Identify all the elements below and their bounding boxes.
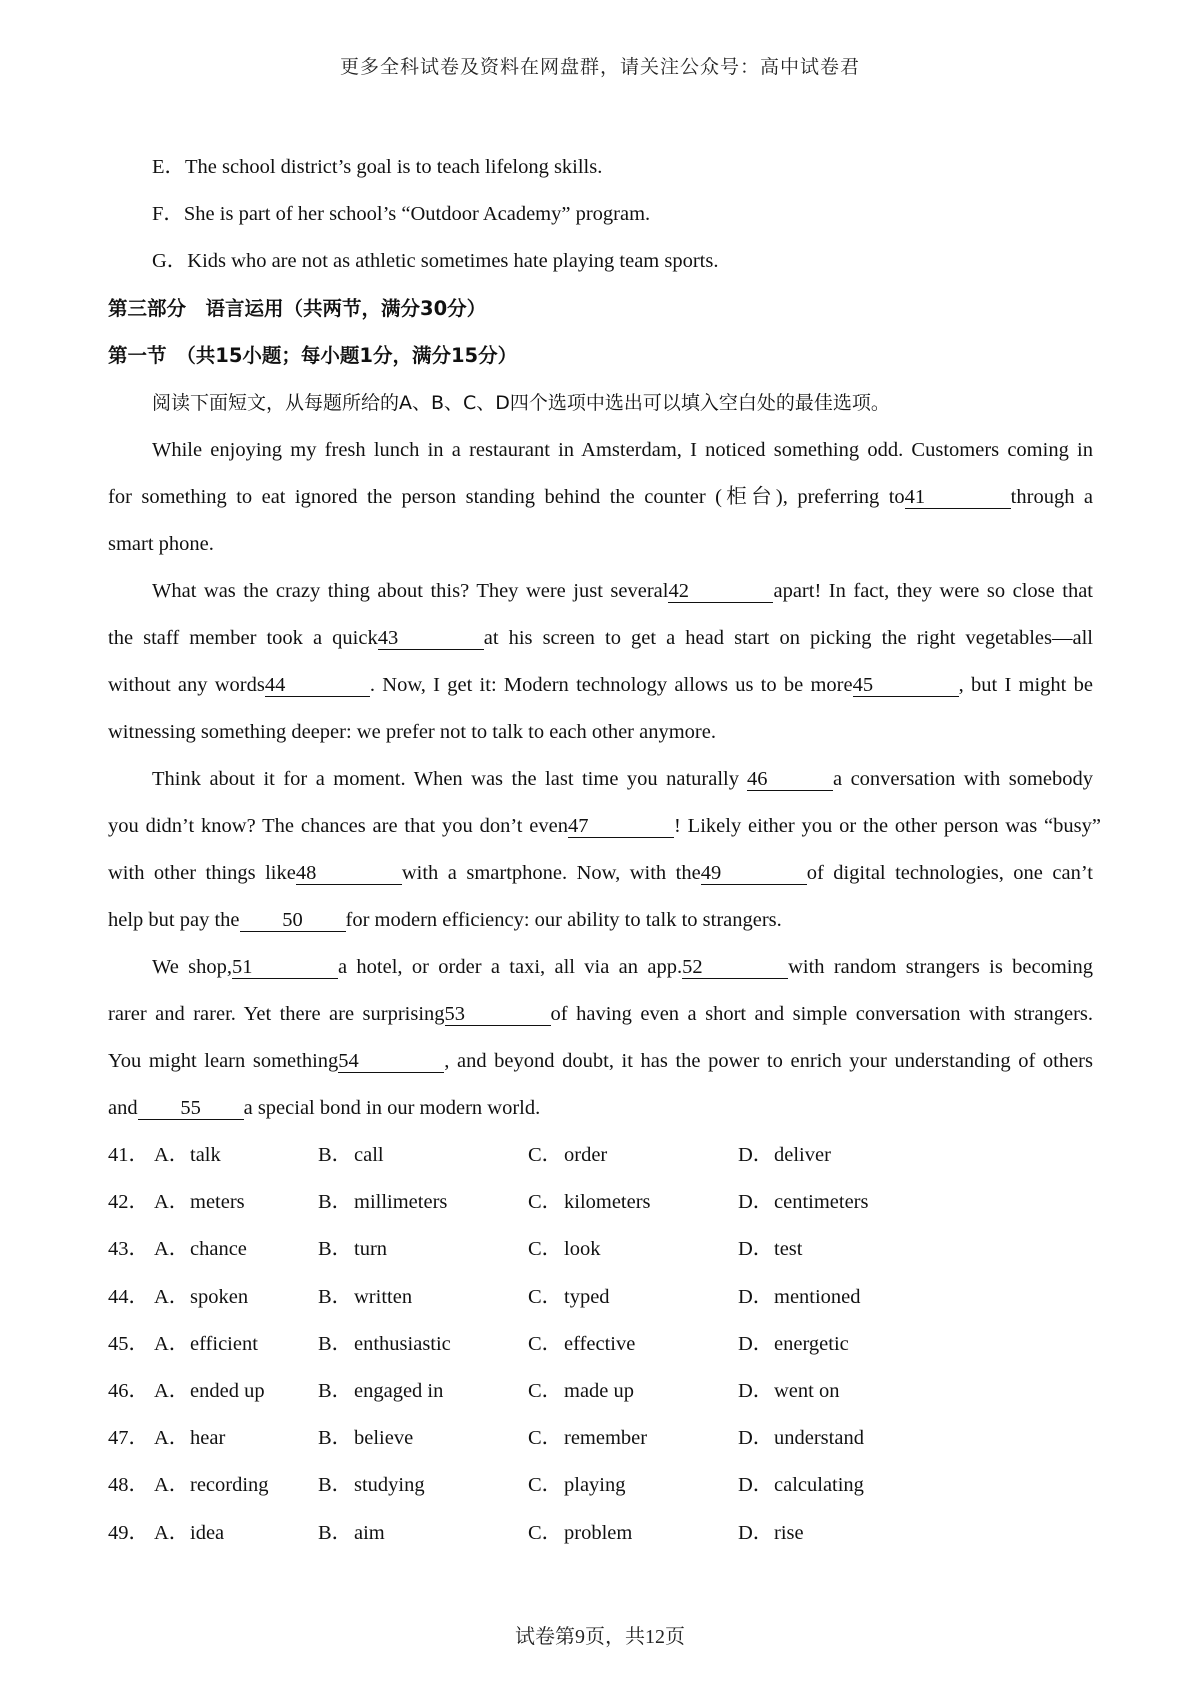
option-c[interactable] [528,1425,647,1451]
option-text: problem [564,1521,633,1544]
passage-p1-line2: for something to eat ignored the person standing behind the counter (柜台), preferring to41 through a [108,486,1093,508]
option-b[interactable] [318,1378,443,1404]
option-c[interactable] [528,1331,635,1357]
option-c[interactable] [528,1520,632,1546]
passage-p3-line4: help but pay the 50 for modern efficiency: our ability to talk to strangers. [108,909,782,931]
page-header: 更多全科试卷及资料在网盘群，请关注公众号：高中试卷君 [339,57,860,78]
option-letter: A． [154,1521,190,1544]
passage-p1-line3: smart phone. [108,533,214,555]
option-text: calculating [774,1474,864,1497]
option-text: went on [774,1380,840,1402]
blank-48: 48 [296,862,402,885]
question-number: 48． [108,1474,149,1497]
option-e: E．The school district’s goal is to teach lifelong skills. [152,156,603,178]
option-text: energetic [774,1332,849,1355]
question-number: 45． [108,1332,149,1355]
option-f: F．She is part of her school’s “Outdoor Academy” program. [152,203,651,225]
option-letter: C． [528,1427,563,1450]
option-c[interactable] [528,1378,634,1404]
passage-p2-line1: What was the crazy thing about this? They were just several42 apart! In fact, they were so close that [152,580,1094,602]
option-text: engaged in [354,1380,444,1402]
option-text: centimeters [774,1191,869,1214]
option-text: made up [564,1380,635,1402]
option-text: recording [190,1474,269,1497]
option-b[interactable] [318,1331,451,1357]
option-d[interactable] [738,1189,868,1215]
option-text: understand [774,1427,864,1450]
option-text: playing [564,1474,626,1497]
option-text: idea [190,1521,225,1544]
passage-p4-line1: We shop,51 a hotel, or order a taxi, all via an app.52 with random strangers is becoming [152,956,1093,978]
option-text: studying [354,1474,425,1497]
option-letter: B． [318,1191,353,1214]
passage-p3-line2: you didn’t know? The chances are that you don’t even47 ! Likely either you or the other person was “busy” [108,815,1101,837]
blank-51: 51 [232,956,338,979]
blank-46: 46 [747,768,833,791]
option-text: rise [774,1521,804,1544]
page-footer: 试卷第9页，共12页 [515,1626,685,1648]
option-text: talk [190,1144,221,1166]
option-letter: D． [738,1332,774,1355]
option-text: spoken [190,1285,249,1308]
option-text: order [564,1144,608,1166]
option-b[interactable] [318,1472,425,1498]
option-text: typed [564,1285,610,1308]
option-letter: D． [738,1521,774,1544]
option-d[interactable] [738,1284,861,1310]
option-letter: D． [738,1191,774,1214]
blank-44: 44 [265,674,370,697]
blank-54: 54 [338,1050,444,1073]
option-text: effective [564,1332,636,1355]
option-a[interactable] [154,1425,225,1451]
option-a[interactable] [154,1520,224,1546]
option-b[interactable] [318,1189,447,1215]
option-text: test [774,1238,803,1261]
option-b[interactable] [318,1425,413,1451]
option-d[interactable] [738,1142,831,1168]
passage-p1-line1: While enjoying my fresh lunch in a restaurant in Amsterdam, I noticed something odd. Customers coming in [152,439,1093,461]
option-d[interactable] [738,1472,864,1498]
option-letter: C． [528,1474,563,1497]
option-a[interactable] [154,1472,269,1498]
option-c[interactable] [528,1189,651,1215]
option-g: G．Kids who are not as athletic sometimes hate playing team sports. [152,250,719,272]
option-letter: C． [528,1191,563,1214]
option-letter: B． [318,1380,353,1402]
blank-41: 41 [905,486,1011,509]
question-number: 44． [108,1285,149,1308]
option-letter: C． [528,1521,563,1544]
option-letter: A． [154,1191,190,1214]
option-d[interactable] [738,1520,804,1546]
blank-52: 52 [682,956,788,979]
blank-45: 45 [853,674,959,697]
passage-p4-line4: and 55 a special bond in our modern world. [108,1097,541,1119]
option-d[interactable] [738,1378,839,1404]
option-d[interactable] [738,1331,849,1357]
option-text: millimeters [354,1191,448,1214]
option-letter: B． [318,1521,353,1544]
option-a[interactable] [154,1189,245,1215]
option-text: deliver [774,1144,831,1166]
option-letter: C． [528,1380,563,1402]
option-letter: A． [154,1332,190,1355]
option-text: written [354,1285,413,1308]
passage-p2-line4: witnessing something deeper: we prefer not to talk to each other anymore. [108,721,716,743]
option-b[interactable] [318,1284,412,1310]
option-letter: B． [318,1285,353,1308]
option-letter: D． [738,1474,774,1497]
passage-p3-line1: Think about it for a moment. When was the last time you naturally 46 a conversation with somebody [152,768,1093,790]
question-number: 43． [108,1238,149,1261]
question-number: 47． [108,1427,149,1450]
question-number: 42． [108,1191,149,1214]
option-text: look [564,1238,601,1261]
option-letter: D． [738,1238,774,1261]
option-b[interactable] [318,1520,385,1546]
option-d[interactable] [738,1236,802,1262]
passage-p2-line3: without any words44 . Now, I get it: Modern technology allows us to be more45 , but I might be [108,674,1093,696]
option-a[interactable] [154,1284,248,1310]
option-text: enthusiastic [354,1332,451,1355]
option-c[interactable] [528,1236,600,1262]
option-a[interactable] [154,1142,221,1168]
option-text: aim [354,1521,385,1544]
passage-p4-line2: rarer and rarer. Yet there are surprising53 of having even a short and simple conversation with strangers. [108,1003,1094,1025]
option-letter: A． [154,1144,190,1166]
option-text: believe [354,1427,414,1450]
option-letter: B． [318,1332,353,1355]
option-text: efficient [190,1332,258,1355]
option-letter: B． [318,1474,353,1497]
option-letter: C． [528,1238,563,1261]
option-letter: A． [154,1285,190,1308]
passage-p4-line3: You might learn something54 , and beyond doubt, it has the power to enrich your understanding of others [108,1050,1093,1072]
option-letter: D． [738,1285,774,1308]
option-letter: A． [154,1427,190,1450]
question-number: 49． [108,1521,149,1544]
option-letter: B． [318,1238,353,1261]
blank-50: 50 [240,909,346,932]
option-text: turn [354,1238,388,1261]
option-text: kilometers [564,1191,651,1214]
passage-p2-line2: the staff member took a quick43 at his screen to get a head start on picking the right vegetables—all [108,627,1093,649]
blank-43: 43 [378,627,484,650]
option-b[interactable] [318,1236,387,1262]
option-text: remember [564,1427,648,1450]
passage-p3-line3: with other things like48 with a smartphone. Now, with the49 of digital technologies, one can’t [108,862,1093,884]
option-text: mentioned [774,1285,861,1308]
option-letter: B． [318,1427,353,1450]
option-a[interactable] [154,1378,265,1404]
option-letter: A． [154,1238,190,1261]
option-letter: D． [738,1144,774,1166]
option-letter: A． [154,1474,190,1497]
question-number: 41． [108,1144,149,1166]
instruction: 阅读下面短文，从每题所给的A、B、C、D四个选项中选出可以填入空白处的最佳选项。 [152,392,890,414]
option-text: meters [190,1191,245,1214]
option-a[interactable] [154,1331,258,1357]
option-d[interactable] [738,1425,864,1451]
option-text: call [354,1144,384,1166]
option-letter: C． [528,1144,563,1166]
option-c[interactable] [528,1142,607,1168]
option-text: chance [190,1238,247,1261]
blank-55: 55 [138,1097,244,1120]
option-letter: C． [528,1332,563,1355]
option-a[interactable] [154,1236,247,1262]
part-heading: 第三部分 语言运用（共两节，满分30分） [108,297,487,320]
option-c[interactable] [528,1284,610,1310]
question-number: 46． [108,1380,149,1402]
blank-42: 42 [668,580,773,603]
option-letter: D． [738,1380,774,1402]
option-letter: A． [154,1380,190,1402]
option-text: hear [190,1427,226,1450]
option-c[interactable] [528,1472,626,1498]
option-text: ended up [190,1380,265,1402]
blank-53: 53 [445,1003,551,1026]
option-b[interactable] [318,1142,384,1168]
blank-49: 49 [701,862,807,885]
blank-47: 47 [568,815,674,838]
section-heading: 第一节 （共15小题；每小题1分，满分15分） [108,344,518,367]
option-letter: D． [738,1427,774,1450]
option-letter: C． [528,1285,563,1308]
option-letter: B． [318,1144,353,1166]
